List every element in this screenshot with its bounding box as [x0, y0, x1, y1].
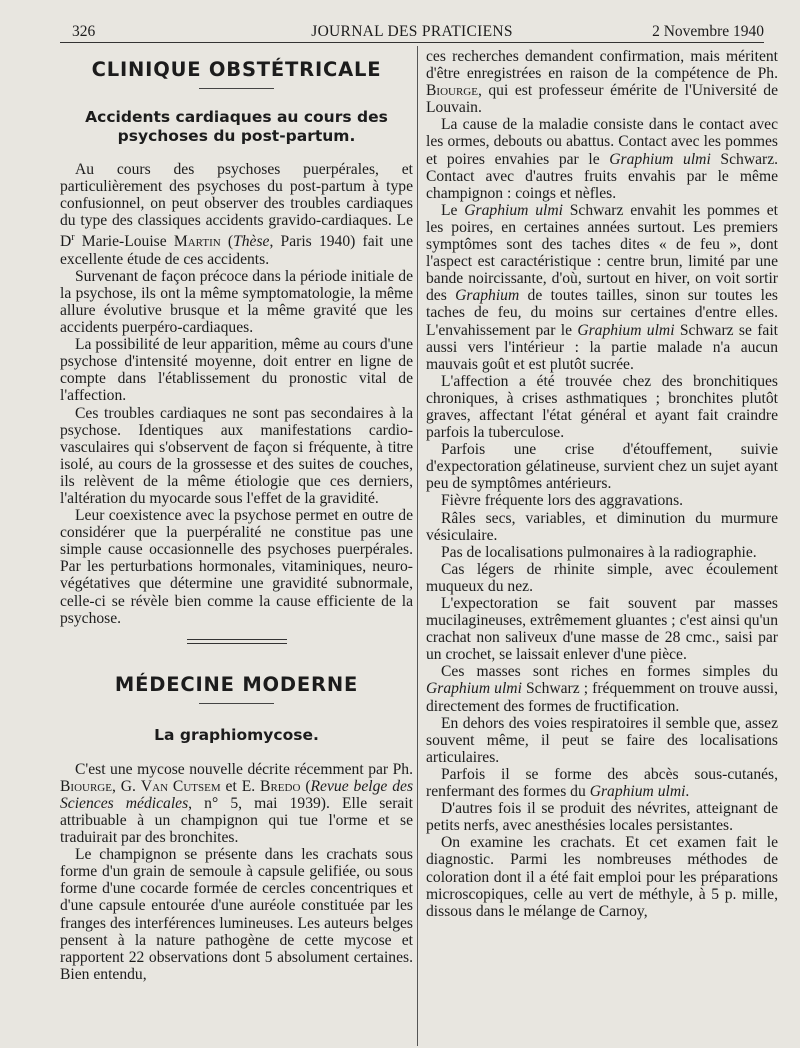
journal-title: JOURNAL DES PRATICIENS — [311, 23, 513, 40]
paragraph: ces recherches demandent confirmation, mais méritent d'être enregistrées en raison de la compétence de Ph. Biourge, qui est professeur émérite de l'Université de Louvain. — [426, 48, 778, 117]
paragraph: Parfois une crise d'étouffement, suivie d'expectoration gélatineuse, survient chez un sujet ayant peu de symptômes antérieurs. — [426, 441, 778, 493]
paragraph: Parfois il se forme des abcès sous-cutanés, renfermant des formes du Graphium ulmi. — [426, 765, 778, 801]
column-divider — [417, 46, 418, 1046]
paragraph: Ces troubles cardiaques ne sont pas secondaires à la psychose. Identiques aux manifestations cardio-vasculaires qui s'observent de façon si fréquente, à titre isolé, au cours de la grossesse et des suites de couches, ils relèvent de la même étiologie que ces derniers, l'altération du myocarde sous l'effet de la gravidité. — [60, 404, 413, 507]
paragraph: Cas légers de rhinite simple, avec écoulement muqueux du nez. — [426, 560, 778, 595]
paragraph: Le champignon se présente dans les crachats sous forme d'un grain de semoule à capsule gelifiée, ou sous forme d'une cocarde formée de cercles concentriques et d'une capsule entourée d'une auréole constituée par les franges des interférences lumineuses. Les auteurs belges pensent à la nature pathogène de cette mycose et rapportent 22 observations dont 5 absolument certaines. Bien entendu, — [60, 846, 413, 983]
paragraph: Leur coexistence avec la psychose permet en outre de considérer que la puerpéralité ne constitue pas une simple cause occasionnelle des psychoses puerpérales. Par les perturbations hormonales, vitaminiques, neuro-végétatives que détermine une gravidité subnormale, celle-ci se révèle bien comme la cause efficiente de la psychose. — [60, 507, 413, 627]
paragraph: D'autres fois il se produit des névrites, atteignant de petits nerfs, avec anesthésies locales persistantes. — [426, 800, 778, 835]
left-column — [60, 48, 413, 983]
section-rule — [199, 88, 274, 89]
right-column — [426, 48, 778, 920]
paragraph: Fièvre fréquente lors des aggravations. — [441, 492, 684, 510]
section-rule — [199, 703, 274, 704]
paragraph: L'expectoration se fait souvent par masses mucilagineuses, extrêmement gluantes ; c'est ainsi qu'un crachat non saliveux d'une masse de 28 cmc., saisi par un crochet, se laissait enlever d'une pièce. — [426, 595, 778, 664]
section-title-obstetricale: CLINIQUE OBSTÉTRICALE — [91, 58, 382, 81]
paragraph: Pas de localisations pulmonaires à la radiographie. — [441, 543, 757, 561]
paragraph: Au cours des psychoses puerpérales, et particulièrement des psychoses du post-partum à type confusionnel, on peut observer des troubles cardiaques du type des classiques accidents gravido-cardiaques. Le $D^r$ Marie-Louise Martin (Thèse, Paris 1940) fait une excellente étude de ces accidents. — [60, 161, 414, 268]
article-title-accidents: Accidents cardiaques au cours des psychoses du post-partum. — [85, 108, 388, 145]
paragraph: La possibilité de leur apparition, même au cours d'une psychose d'intensité moyenne, doit entrer en ligne de compte dans l'établissement du pronostic vital de l'affection. — [60, 336, 413, 405]
header-rule — [60, 42, 764, 43]
paragraph: En dehors des voies respiratoires il semble que, assez souvent même, il peut se faire des localisations articulaires. — [426, 714, 778, 766]
paragraph: La cause de la maladie consiste dans le contact avec les ormes, debouts ou abattus. Contact avec les pommes et poires envahies par le Graphium ulmi Schwarz. Contact avec d'autres fruits envahis par le même champignon : coings et nèfles. — [426, 116, 779, 202]
issue-date: 2 Novembre 1940 — [652, 23, 764, 40]
paragraph: Survenant de façon précoce dans la période initiale de la psychose, ils ont la même symptomatologie, la même allure évolutive brusque et la même gravité que les accidents puerpéro-cardiaques. — [60, 267, 413, 337]
running-header — [60, 20, 764, 42]
paragraph: Le Graphium ulmi Schwarz envahit les pommes et les poires, en certaines années surtout. Les premiers symptômes sont des taches dites « de feu », dont l'aspect est caractéristique : centre brun, limité par une bande noircissante, d'où, surtout en hiver, on voit sortir des Graphium de toutes tailles, sinon sur toutes les taches de feu, du moins sur certaines d'entre elles. L'envahissement par le Graphium ulmi Schwarz se fait aussi vers l'intérieur : la partie malade n'a aucun mauvais goût et est plutôt sucrée. — [426, 201, 779, 373]
paragraph: Ces masses sont riches en formes simples du Graphium ulmi Schwarz ; fréquemment on trouve aussi, directement des formes de fructification. — [426, 663, 778, 715]
paragraph: L'affection a été trouvée chez des bronchitiques chroniques, à crises asthmatiques ; bronchites plutôt graves, affectant l'état général et ayant fait craindre parfois la tuberculose. — [426, 372, 778, 442]
page-number: 326 — [72, 23, 96, 40]
section-title-medecine: MÉDECINE MODERNE — [114, 672, 359, 696]
paragraph: Râles secs, variables, et diminution du murmure vésiculaire. — [426, 509, 778, 544]
paragraph: On examine les crachats. Et cet examen fait le diagnostic. Parmi les nombreuses méthodes de coloration dont il a été fait emploi pour les préparations microscopiques, celle au vert de méthyle, à 5 p. mille, dissous dans le mélange de Carnoy, — [426, 834, 778, 920]
paragraph: C'est une mycose nouvelle décrite récemment par Ph. Biourge, G. Van Cutsem et E. Bredo (Revue belge des Sciences médicales, n° 5, mai 1939). Elle serait attribuable à un champignon qui tue l'orme et se traduirait par des bronchites. — [60, 760, 414, 847]
section-separator — [187, 639, 287, 647]
article-title-graphiomycose: La graphiomycose. — [154, 725, 319, 744]
